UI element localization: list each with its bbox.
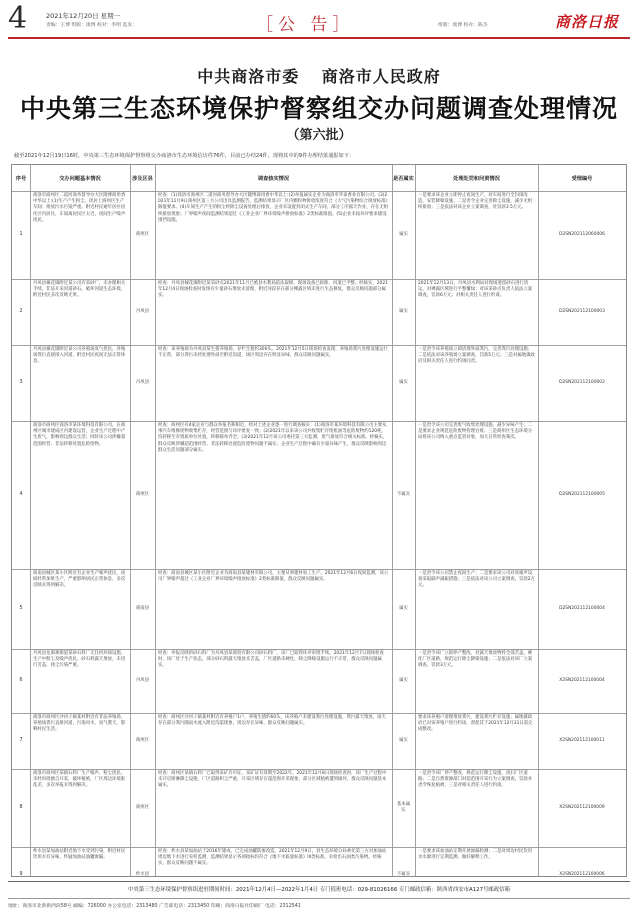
basic-info: 柞水县某加油站附近地下水受到污染，附近村民饮用水有异味，怀疑加油站油罐渗漏。 [33, 849, 126, 861]
case-code: D2SN202112100004 [559, 605, 605, 611]
row-number: 4 [19, 491, 23, 497]
county: 柞水县 [135, 872, 150, 878]
row-number: 9 [19, 872, 23, 878]
batch-label: （第六批） [286, 128, 352, 143]
case-code: X2SN202112100011 [559, 737, 605, 743]
header-investigation: 调查核实情况 [257, 175, 290, 182]
editor-credits-right: 组版：康博 校对：陈杰 [438, 23, 488, 28]
handling: 2021年12月13日，丹凤县水利局对现场遗留砂石进行清运，对裸露区域进行平整覆绿；对该采砂点负责人依法立案调查，罚款6万元；对相关责任人进行约谈。 [418, 281, 533, 299]
fact-status: 属实 [399, 605, 408, 611]
case-code: X2SN202112100006 [559, 872, 605, 878]
handling: 一是责令该养殖场立即清理外溢粪污，完善粪污处理设施；二是依法对该养殖场立案调查，罚款5万元；三是对属地镇政府及相关责任人进行约谈问责。 [418, 347, 535, 365]
case-code: D2SN202112100003 [559, 308, 605, 314]
investigation: 经查：商南县城区某小区附近企业为商南县某建材有限公司，主要从事建材加工生产。2021年12月6日夜间监测，该公司厂界噪声超过《工业企业厂界环境噪声排放标准》2类标准限值，群众反映问题属实。 [158, 571, 389, 583]
fact-status: 不属实 [396, 872, 411, 878]
investigation: 经查：商州区沙河子镇某村附近有养殖户1户，养殖生猪约60头，该养殖户未建设粪污处理设施，粪污露天堆放，雨天存在部分粪污随雨水流入附近沟渠现象，周边存在异味，群众反映问题属实。 [158, 715, 386, 727]
investigation: 经查：丹凤县棣花镇附近某采砂点2021年11月已被县水利局依法取缔，现场设备已拆除，河道已平整。经核实，2021年12月4日现场检查时发现有少量砂石堆放未清理，附近河段存在部分裸露区域未进行生态修复，群众反映问题部分属实。 [158, 281, 388, 299]
footer-contact-line: 中央第三生态环境保护督察组进驻期间时间：2021年12月4日—2022年1月4日 专门值班电话：029-81026166 专门邮政信箱：陕西省西安市A127号邮政信箱 [128, 887, 510, 893]
headline: 中央第三生态环境保护督察组交办问题调查处理情况 [19, 94, 618, 123]
header-handling: 处理处罚和问责情况 [453, 175, 500, 182]
row-number: 8 [19, 804, 23, 810]
header-number: 序号 [15, 175, 27, 182]
investigation: 经查：柞水县某加油站于2016年建成，已完成油罐防渗改造。2021年12月9日，县生态环境分局委托第三方对加油站周边地下水进行采样监测，监测结果显示各项指标均符合《地下水质量标准》III类标准，未检出石油类污染物。经核实，群众反映问题不属实。 [158, 849, 387, 867]
county: 丹凤县 [135, 308, 150, 314]
investigation: 经查：(1)商洛市商州区二道河商务督导办大区隆博商用香中华以上:(2)举报属实企业为商洛市华泰香业有限公司。(3)2021年11月9日商州区第三方公司出具监测报告，监测结果显示厂区内颗粒物排放浓度符合《大气污染物综合排放标准》限值要求。(4)车间生产产生的粉尘经除尘设备处理后排放，企业未设置封闭式生产车间，部分工序露天作业，存在无组织排放现象；厂界噪声夜间监测结果超过《工业企业厂界环境噪声排放标准》2类标准限值。(5)企业未按环评要求建设围挡设施。 [158, 193, 389, 223]
investigation: 经查：举报反映的砂石料厂为丹凤县某商贸有限公司砂石料厂，该厂已取得环评审批手续。2021年12月7日现场检查时，该厂处于生产状态，部分砂石料露天堆放未苫盖，厂区道路未硬化，除尘降噪设施运行不正常，群众反映问题属实。 [158, 651, 384, 669]
newspaper-logo: 商洛日报 [555, 13, 620, 31]
case-code: X2SN202112100009 [559, 804, 605, 810]
row-number: 3 [19, 379, 23, 385]
basic-info: 商洛市商州区二道河商务督导办大区隆博商用香中华以上:(1)生产产生粉尘，扰居上商州区生产车间：排放污水污染严重。附近村民通年居住居住区内居住，车间离居民区太近，夜间生产噪声扰民。 [33, 193, 126, 223]
county: 商州区 [135, 804, 150, 810]
header-code: 受理编号 [571, 175, 593, 182]
fact-status: 属实 [399, 677, 408, 683]
handling: 一是要求该企业立即停止夜间生产，对车间进行全封闭改造，安装降噪设施；二是责令企业完善除尘设施，减少无组织排放；三是依法对该企业立案调查，处罚款3.5万元。 [418, 193, 533, 211]
county: 商州区 [135, 491, 150, 497]
footer-divider [8, 881, 630, 882]
basic-info: 丹凤县棣花镇附近某公司有采砂厂，未办理相关手续，非法开采河道砂石，破坏河道生态环境，附近村民多次反映无果。 [33, 281, 126, 299]
case-code: X2SN202112100004 [559, 677, 605, 683]
fact-status: 属实 [399, 737, 408, 743]
intro-text: 截至2021年12月19日16时，中央第三生态环境保护督察组交办商洛市生态环境信访件76件，目前已办结24件，现将其中的9件办理结果通报如下： [14, 153, 355, 159]
header-basic-info: 交办问题基本情况 [59, 175, 101, 182]
case-code: D2SN202112100005 [559, 491, 605, 497]
handling: 一是责令该公司完善废气收集处理设施，减少异味产生；二是要求企业规范危险废物管理台账；三是商州区生态环境分局将该公司纳入重点监管对象，加大日常检查频次。 [418, 423, 533, 441]
row-number: 7 [19, 737, 23, 743]
handling: 一是责令该厂停产整改，规范运行降尘设施，清扫厂区道路；二是自然资源部门对超范围开采行为立案调查，罚款并责令恢复植被；三是对相关责任人进行约谈。 [418, 771, 533, 789]
masthead-divider [8, 37, 630, 39]
county: 丹凤县 [135, 379, 150, 385]
basic-info: 商南县城区某小区附近有企业生产噪声扰民，夜间经常加班生产，严重影响居民正常休息，多次反映未得到解决。 [33, 571, 126, 589]
header-county: 涉及区县 [132, 175, 153, 182]
county: 商州区 [135, 737, 150, 743]
footer-publisher-line: 地址：商洛市北新街西段58号 邮编：726000 办公室电话：2313480 广告部电话：2313450 印刷：商洛日报社印刷厂 电话：2312541 [8, 898, 630, 909]
section-label: ［公 告］ [256, 15, 355, 35]
issue-date: 2021年12月20日 星期一 [46, 12, 121, 20]
handling: 一是责令该公司禁止夜间生产；二是要求该公司对高噪声设备采取隔声减振措施；三是依法对该公司立案调查，罚款2万元。 [418, 571, 535, 589]
page-number: 4 [8, 1, 28, 36]
basic-info: 商洛市商州区沙河子镇某村附近有非法养殖场，养殖场粪污直排河道，污染河水，臭气熏天，影响村民生活。 [33, 715, 126, 733]
issuer-line [0, 64, 638, 87]
case-code: D2SN202112100002 [559, 379, 605, 385]
case-table [11, 164, 627, 877]
investigation: 经查：商州区有4家企业与群众举报名称相近，经对上述企业逐一进行调查核实：(1)商洛市某环境科技有限公司主要从事汽车维修废物收集贮存，经营范围与环评批复一致；(2)2021年以来该公司共收集贮存废机油等危险废物约120吨，均转移至有资质单位处置，转移联单齐全；(3)2021年12月该公司委托第三方监测，废气排放符合相关标准。经核实，群众反映涉嫌超范围经营、非法转移处置危险废物问题不属实；企业生产过程中确有少量异味产生，群众反映影响周边群众生活问题部分属实。 [158, 423, 388, 453]
row-number: 1 [19, 231, 23, 237]
row-number: 2 [19, 308, 23, 314]
basic-info: 商洛市商州区某镇石料厂生产噪声、粉尘扰民，未经审批擅自开采，破坏植被，厂区周边环境脏乱差，多次举报未得到解决。 [33, 771, 126, 789]
handling: 一是要求该加油站定期开展渗漏检测；二是对周边村民饮用水水源进行定期监测，做好解释工作。 [418, 849, 533, 861]
case-code: D2SN202112060006 [559, 231, 605, 237]
fact-status: 属实 [399, 308, 408, 314]
masthead [8, 1, 630, 40]
fact-status: 属实 [399, 231, 408, 237]
issuer-party-committee: 中共商洛市委 [197, 67, 300, 86]
fact-status: 基本属实 [396, 801, 411, 813]
row-number: 5 [19, 605, 23, 611]
county: 商州区 [135, 231, 150, 237]
header-fact: 是否属实 [393, 175, 414, 182]
basic-info: 商洛市商州区商洛市某环境科技有限公司，在商州区城市建成区内建设运营，企业生产过程中产生废气，影响周边群众生活；同时该公司涉嫌超范围经营、非法转移处置危险废物。 [33, 423, 126, 447]
editor-credits-left: 责编：王博 组版：康博 校对：李明 监发： [46, 23, 137, 28]
county: 商南县 [135, 605, 150, 611]
handling: 要求该养殖户清理堆放粪污，建设粪污贮存设施；属地镇政府已对该养殖户进行约谈，督促其于2021年12月31日前完成整改。 [418, 715, 533, 733]
handling: 一是责令该厂立即停产整改，对露天堆放物料全部苫盖，硬化厂区道路，规范运行除尘降噪设施；二是依法对该厂立案调查，罚款3万元。 [418, 651, 533, 669]
basic-info: 丹凤县棣花镇附近某公司养殖场臭气扰民，养殖场粪污直接排入河道，附近村民夜间无法正常休息。 [33, 347, 126, 365]
row-number: 6 [19, 677, 23, 683]
issuer-government: 商洛市人民政府 [321, 67, 441, 86]
basic-info: 丹凤县龙驹寨街道某砂石料厂无任何环保设施，生产中粉尘及噪声扰民，砂石料露天堆放，未进行苫盖，扬尘污染严重。 [33, 651, 126, 669]
fact-status: 不属实 [396, 491, 411, 497]
fact-status: 属实 [399, 379, 408, 385]
investigation: 经查：该养殖场为丹凤县某生猪养殖场，存栏生猪约300头。2021年12月5日现场检查发现，养殖场粪污处理设施运行不正常，部分粪污未经处理外溢至附近沟道，场区周边存在明显异味，群众反映问题属实。 [158, 347, 388, 359]
county: 丹凤县 [135, 677, 150, 683]
investigation: 经查：商州区某镇石料厂已取得采矿许可证，采矿证有效期至2022年。2021年12月8日现场检查时，该厂生产过程中未开启喷淋降尘设施，厂区道路积尘严重，开采区域存在超范围开采现象，部分区域植被遭到破坏，群众反映问题基本属实。 [158, 771, 387, 789]
